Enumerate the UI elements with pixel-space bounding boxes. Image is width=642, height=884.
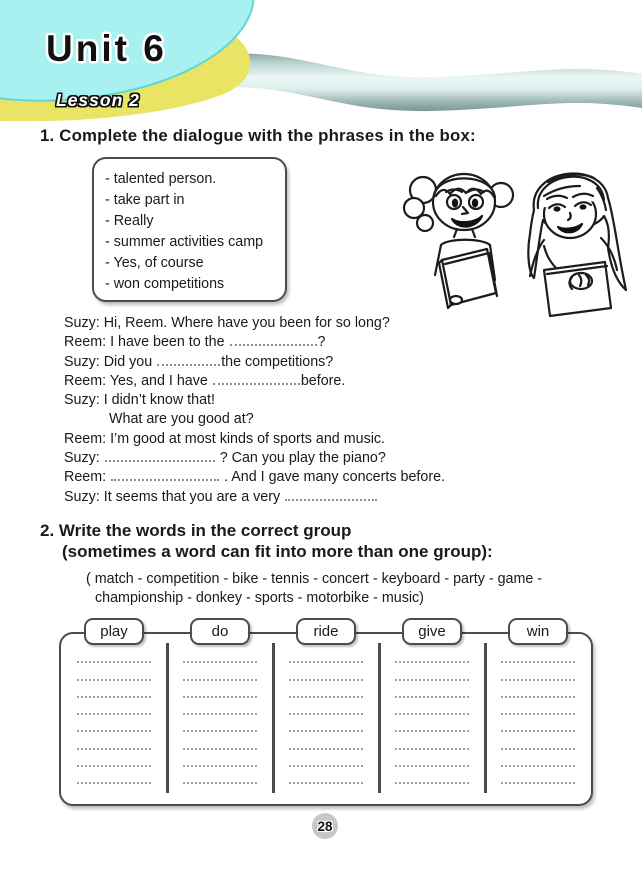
dialogue-text: Reem: I’m good at most kinds of sports and music. [64,430,386,447]
answer-blank-row [183,767,257,784]
group-label-ride: ride [296,618,356,645]
lesson-label: Lesson 2 [56,90,140,110]
word-bank [86,570,542,607]
page-number-badge [312,813,338,839]
group-column-do [167,623,273,804]
exercise1-title: 1. Complete the dialogue with the phrases in the box: [40,126,476,145]
answer-blank-row [501,646,575,663]
dialogue-line [64,468,624,487]
group-label-give: give [402,618,462,645]
answer-blank-row [395,681,469,698]
dialogue-text: Reem: [64,469,111,486]
exercise2-title-line2: (sometimes a word can fit into more than one group): [62,541,493,561]
answer-blank-row [289,663,363,680]
dialogue-text: Reem: I have been to the [64,334,229,351]
answer-blank-row [77,715,151,732]
answer-blank-row [289,750,363,767]
answer-blank-row [183,663,257,680]
phrase-item: - summer activities camp [105,234,264,250]
two-girls-illustration [398,150,640,318]
exercise2-title [40,521,493,562]
group-label-play: play [84,618,144,645]
exercise2-title-line1: 2. Write the words in the correct group [40,521,352,540]
dialogue-text: Suzy: Hi, Reem. Where have you been for so long? [64,315,390,331]
dialogue-text: What are you good at? [109,411,254,428]
answer-blank-row [77,750,151,767]
answer-blank-row [289,681,363,698]
phrase-item: - Really [105,213,154,229]
answer-blank-row [501,732,575,749]
dialogue-text: Reem: Yes, and I have [64,372,212,389]
dialogue-line [64,391,624,410]
answer-blank-row [501,767,575,784]
dialogue-text: Suzy: Did you [64,353,157,370]
dialogue-text: Suzy: [64,450,104,467]
answer-blank-row [395,732,469,749]
dialogue-line [64,449,624,468]
fill-in-blank [213,373,300,385]
dialogue-text: the competitions? [221,353,334,370]
group-column-win [485,623,591,804]
fill-in-blank [285,489,377,501]
answer-blank-row [395,663,469,680]
answer-blank-row [183,698,257,715]
fill-in-blank [157,354,220,366]
fill-in-blank [230,334,317,346]
phrase-box [92,157,287,302]
dialogue-line [64,333,624,352]
answer-blank-row [77,767,151,784]
answer-blank-row [395,750,469,767]
group-column-play [61,623,167,804]
answer-blank-row [183,715,257,732]
dialogue-text: . And I gave many concerts before. [220,469,445,486]
answer-blank-row [395,698,469,715]
answer-blank-row [501,681,575,698]
dialogue-line [64,314,624,333]
dialogue-line [64,372,624,391]
answer-blank-row [289,698,363,715]
answer-blank-row [501,663,575,680]
fill-in-blank [111,469,219,481]
answer-blank-row [501,715,575,732]
group-label-win: win [508,618,568,645]
group-column-give [379,623,485,804]
answer-blank-row [501,750,575,767]
phrase-item: - take part in [105,192,185,208]
phrase-item: - Yes, of course [105,255,204,271]
dialogue-text: ? Can you play the piano? [215,450,386,467]
group-label-do: do [190,618,250,645]
answer-blank-row [183,681,257,698]
answer-blank-row [289,732,363,749]
dialogue-line [64,353,624,372]
dialogue-line [64,410,624,429]
answer-blank-row [395,767,469,784]
dialogue-text: Suzy: I didn’t know that! [64,392,215,409]
answer-blank-row [77,663,151,680]
phrase-item: - won competitions [105,276,225,292]
fill-in-blank [105,450,215,462]
dialogue-text: Suzy: It seems that you are a very [64,488,285,505]
page-number: 28 [317,818,333,834]
dialogue-line [64,430,624,449]
answer-blank-row [395,715,469,732]
answer-blank-row [501,698,575,715]
answer-blank-row [77,646,151,663]
groups-table [59,623,593,806]
group-column-ride [273,623,379,804]
wave-stripe [195,70,642,94]
word-bank-line1: ( match - competition - bike - tennis - concert - keyboard - party - game - [86,571,543,587]
word-bank-line2: championship - donkey - sports - motorbike - music) [95,589,424,606]
answer-blank-row [77,732,151,749]
dialogue-text: before. [300,372,346,389]
unit-title: Unit 6 [46,28,167,69]
answer-blank-row [77,681,151,698]
answer-blank-row [183,750,257,767]
answer-blank-row [183,646,257,663]
answer-blank-row [289,767,363,784]
answer-blank-row [289,715,363,732]
answer-blank-row [77,698,151,715]
answer-blank-row [183,732,257,749]
answer-blank-row [289,646,363,663]
dialogue-line [64,488,624,507]
phrase-item: - talented person. [105,171,217,187]
dialogue [64,314,624,507]
answer-blank-row [395,646,469,663]
dialogue-text: ? [317,334,326,351]
